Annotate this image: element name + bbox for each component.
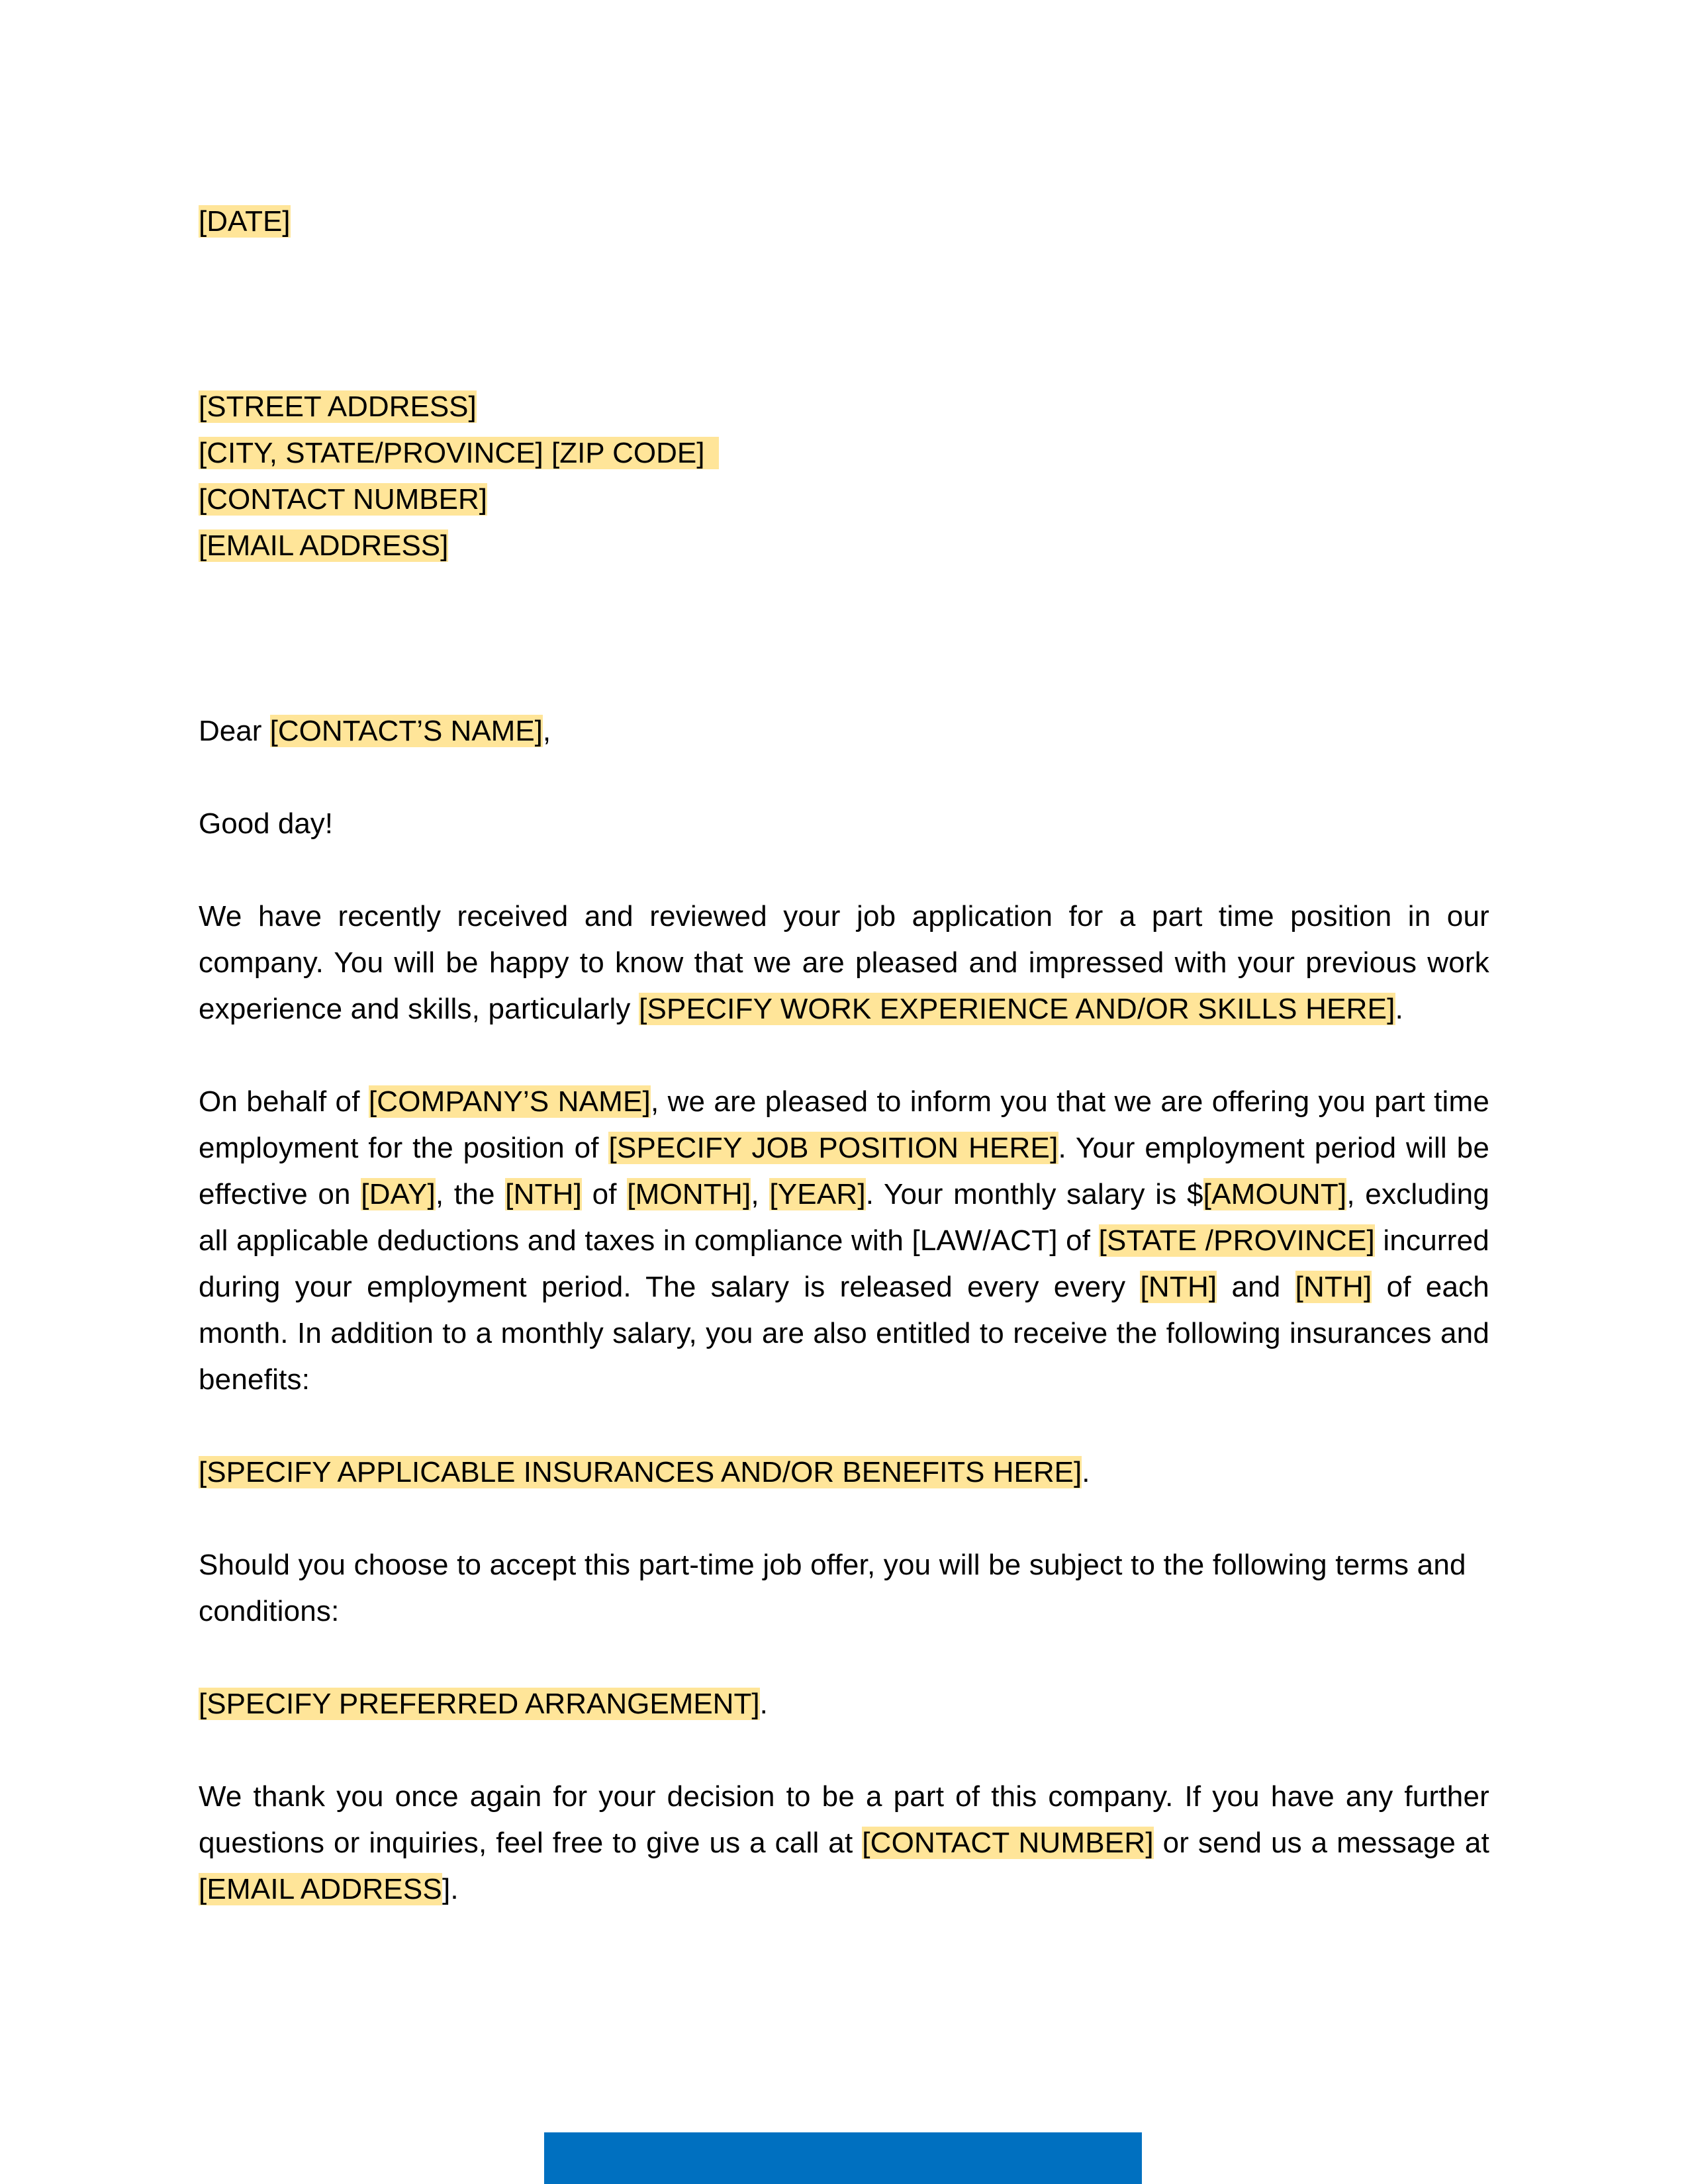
city-state-zip-line: [199, 430, 1489, 477]
paragraph-text: of: [582, 1178, 628, 1210]
email-address-placeholder: [EMAIL ADDRESS: [199, 1873, 442, 1905]
paragraph-text: On behalf of: [199, 1085, 369, 1118]
arrangement-line: [199, 1681, 1489, 1727]
spacer: [199, 1727, 1489, 1774]
paragraph-offer-details: [199, 1079, 1489, 1403]
company-name-placeholder: [COMPANY’S NAME]: [368, 1085, 651, 1118]
street-address-line: [199, 384, 1489, 430]
nth-placeholder: [NTH]: [1140, 1271, 1217, 1303]
job-position-placeholder: [SPECIFY JOB POSITION HERE]: [608, 1132, 1058, 1164]
benefits-line: [199, 1449, 1489, 1496]
contact-number-line: [199, 477, 1489, 523]
month-placeholder: [MONTH]: [627, 1178, 751, 1210]
paragraph-text: ,: [751, 1178, 770, 1210]
salutation-dear: Dear: [199, 715, 270, 747]
skills-placeholder: [SPECIFY WORK EXPERIENCE AND/OR SKILLS HERE]: [639, 993, 1395, 1025]
paragraph-text: and: [1217, 1271, 1295, 1303]
nth-placeholder: [NTH]: [505, 1178, 583, 1210]
salutation-comma: ,: [542, 715, 551, 747]
paragraph-terms-intro: Should you choose to accept this part-time job offer, you will be subject to the following terms and conditions:: [199, 1549, 1466, 1627]
paragraph-text: , we are pleased to inform you that we are offering you part time employment for the position of: [199, 1085, 1489, 1164]
street-address-placeholder: [STREET ADDRESS]: [199, 390, 477, 423]
recipient-address-block: [199, 384, 1489, 569]
spacer: [199, 1496, 1489, 1542]
arrangement-placeholder: [SPECIFY PREFERRED ARRANGEMENT]: [199, 1688, 760, 1720]
footer-color-bar: [544, 2132, 1142, 2184]
nth-placeholder: [NTH]: [1295, 1271, 1372, 1303]
city-state-zip-placeholder: [CITY, STATE/PROVINCE] [ZIP CODE]: [199, 437, 719, 469]
spacer: [199, 245, 1489, 384]
date-placeholder: [DATE]: [199, 205, 291, 238]
email-address-line: [199, 523, 1489, 569]
greeting: Good day!: [199, 807, 334, 840]
paragraph-text: We thank you once again for your decision to be a part of this company. If you have any further questions or inquiries, feel free to give us a call at: [199, 1780, 1489, 1859]
paragraph-application-review: [199, 893, 1489, 1032]
email-address-placeholder: [EMAIL ADDRESS]: [199, 529, 449, 562]
spacer: [199, 1032, 1489, 1079]
salutation: [199, 708, 1489, 754]
spacer: [199, 754, 1489, 801]
paragraph-text: or send us a message at: [1153, 1827, 1489, 1859]
paragraph-text: . Your employment period will be effective on: [199, 1132, 1489, 1210]
paragraph-closing: [199, 1774, 1489, 1913]
state-province-placeholder: [STATE /PROVINCE]: [1098, 1224, 1375, 1257]
spacer: [199, 1403, 1489, 1449]
letter-body: [199, 199, 1489, 1913]
amount-placeholder: [AMOUNT]: [1203, 1178, 1347, 1210]
spacer: [199, 847, 1489, 893]
spacer: [199, 1635, 1489, 1681]
paragraph-text: We have recently received and reviewed your job application for a part time position in our company. You will be happy to know that we are pleased and impressed with your previous work experience and skills, particularly: [199, 900, 1489, 1025]
paragraph-text: , the: [435, 1178, 506, 1210]
paragraph-text: ].: [442, 1873, 459, 1905]
contact-name-placeholder: [CONTACT’S NAME]: [269, 715, 543, 747]
benefits-placeholder: [SPECIFY APPLICABLE INSURANCES AND/OR BENEFITS HERE]: [199, 1456, 1082, 1488]
contact-number-placeholder: [CONTACT NUMBER]: [199, 483, 487, 516]
day-placeholder: [DAY]: [361, 1178, 436, 1210]
paragraph-text: of each month. In addition to a monthly salary, you are also entitled to receive the following insurances and benefits:: [199, 1271, 1489, 1396]
paragraph-text: , excluding all applicable deductions and taxes in compliance with [LAW/ACT] of: [199, 1178, 1489, 1257]
paragraph-text: .: [1395, 993, 1404, 1025]
paragraph-text: incurred during your employment period. The salary is released every every: [199, 1224, 1489, 1303]
date-line: [199, 199, 1489, 245]
paragraph-text: .: [1082, 1456, 1090, 1488]
paragraph-text: . Your monthly salary is $: [865, 1178, 1203, 1210]
spacer: [199, 569, 1489, 708]
contact-number-placeholder: [CONTACT NUMBER]: [862, 1827, 1154, 1859]
year-placeholder: [YEAR]: [769, 1178, 866, 1210]
paragraph-text: .: [759, 1688, 768, 1720]
